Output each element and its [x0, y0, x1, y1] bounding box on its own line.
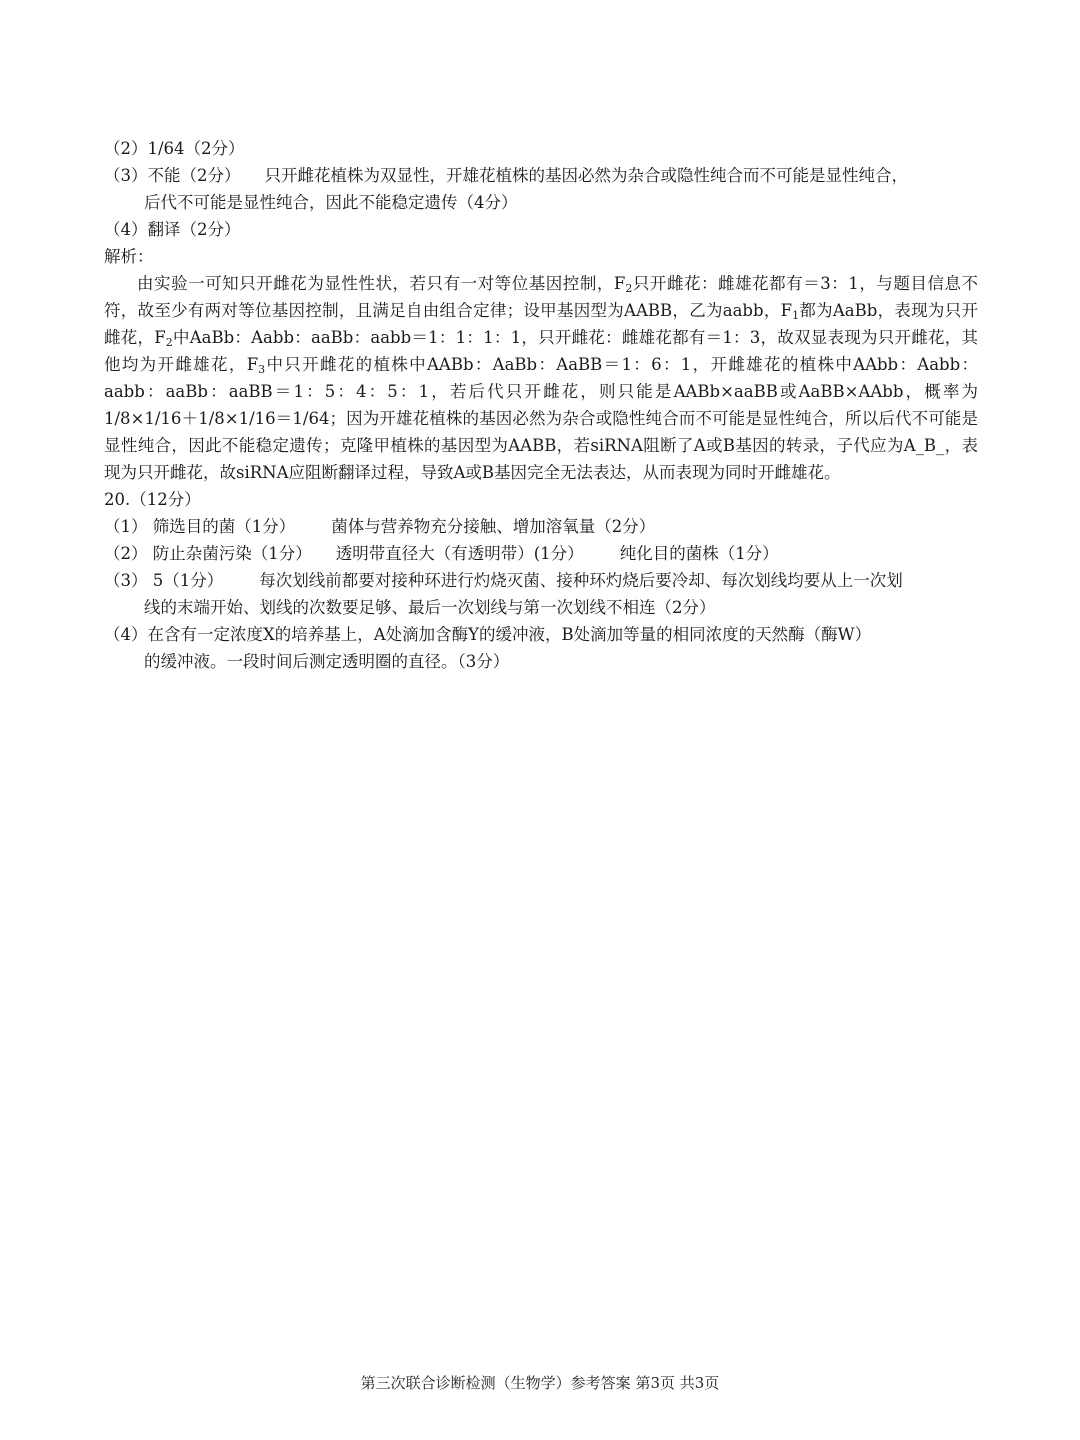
analysis-text: 都为AaBb，表现为只开雌花， [104, 301, 978, 347]
analysis-text: 中只开雌花的植株中AABb：AaBb：AaBB＝1：6：1，开雌雄花的植株中AAbb：Aabb：aabb：aaBb：aaBB＝1：5：4：5：1，若后代只开雌花，则只能是AABb×aaBB或AaBB×AAbb，概率为1/8×1/16＋1/8×1/16＝1/64；因为开雄花植株的基因必然为杂合或隐性纯合而不可能是显性纯合，所以后代不可能是显性纯合，因此不能稳定遗传；克隆甲植株的基因型为AABB，若siRNA阻断了A或B基因的转录，子代应为A_B_，表现为只开雌花，故siRNA应阻断翻译过程，导致A或B基因完全无法表达，从而表现为同时开雌雄花。 [104, 355, 978, 482]
answer-20-3-continued [104, 594, 978, 621]
generation-sub: 2 [165, 336, 173, 349]
answer-text: 的缓冲液。一段时间后测定透明圈的直径。（3分） [144, 652, 510, 671]
generation-f: F [780, 301, 793, 320]
generation-f: F [246, 355, 259, 374]
question-20-heading [104, 486, 978, 513]
answer-text: （3） 5（1分） [104, 571, 224, 590]
answer-content [104, 135, 978, 675]
answer-text: （4）在含有一定浓度X的培养基上，A处滴加含酶Y的缓冲液，B处滴加等量的相同浓度的天然酶（酶W） [104, 625, 872, 644]
answer-20-4-continued [104, 648, 978, 675]
answer-text: （2） 防止杂菌污染（1分） [104, 544, 312, 563]
generation-sub: 3 [258, 363, 266, 376]
answer-text: 纯化目的菌株（1分） [619, 544, 779, 563]
answer-text: 只开雌花植株为双显性，开雄花植株的基因必然为杂合或隐性纯合而不可能是显性纯合， [264, 166, 908, 185]
analysis-label [104, 243, 978, 270]
generation-f: F [154, 328, 166, 347]
answer-text: （2）1/64（2分） [104, 139, 245, 158]
generation-sub: 1 [792, 309, 800, 322]
answer-20-1 [104, 513, 978, 540]
page-footer: 第三次联合诊断检测（生物学）参考答案 第3页 共3页 [360, 1374, 720, 1392]
answer-19-2 [104, 135, 978, 162]
analysis-text: 由实验一可知只开雌花为显性性状，若只有一对等位基因控制， [137, 274, 614, 293]
answer-text: （3）不能（2分） [104, 166, 241, 185]
answer-text: （4）翻译（2分） [104, 220, 241, 239]
answer-19-3-continued [104, 189, 978, 216]
answer-20-4 [104, 621, 978, 648]
answer-text: （1） 筛选目的菌（1分） [104, 517, 296, 536]
analysis-text: 只开雌花：雌雄花都有＝3：1，与题目信息不符，故至少有两对等位基因控制，且满足自由组合定律；设甲基因型为AABB，乙为aabb， [104, 274, 979, 320]
answer-20-3 [104, 567, 978, 594]
generation-f: F [613, 274, 626, 293]
generation-sub: 2 [625, 282, 633, 295]
answer-text: 线的末端开始、划线的次数要足够、最后一次划线与第一次划线不相连（2分） [144, 598, 716, 617]
analysis-label-text: 解析： [104, 247, 154, 266]
answer-text: 每次划线前都要对接种环进行灼烧灭菌、接种环灼烧后要冷却、每次划线均要从上一次划 [259, 571, 903, 590]
analysis-paragraph [104, 270, 978, 486]
answer-text: 菌体与营养物充分接触、增加溶氧量（2分） [331, 517, 656, 536]
question-heading: 20.（12分） [104, 490, 201, 509]
answer-20-2 [104, 540, 978, 567]
answer-text: 后代不可能是显性纯合，因此不能稳定遗传（4分） [144, 193, 518, 212]
answer-19-4 [104, 216, 978, 243]
analysis-text: 中AaBb：Aabb：aaBb：aabb＝1：1：1：1，只开雌花：雌雄花都有＝1：3，故双显表现为只开雌花，其他均为开雌雄花， [104, 328, 979, 374]
answer-text: 透明带直径大（有透明带）(1分） [335, 544, 584, 563]
answer-19-3 [104, 162, 978, 189]
